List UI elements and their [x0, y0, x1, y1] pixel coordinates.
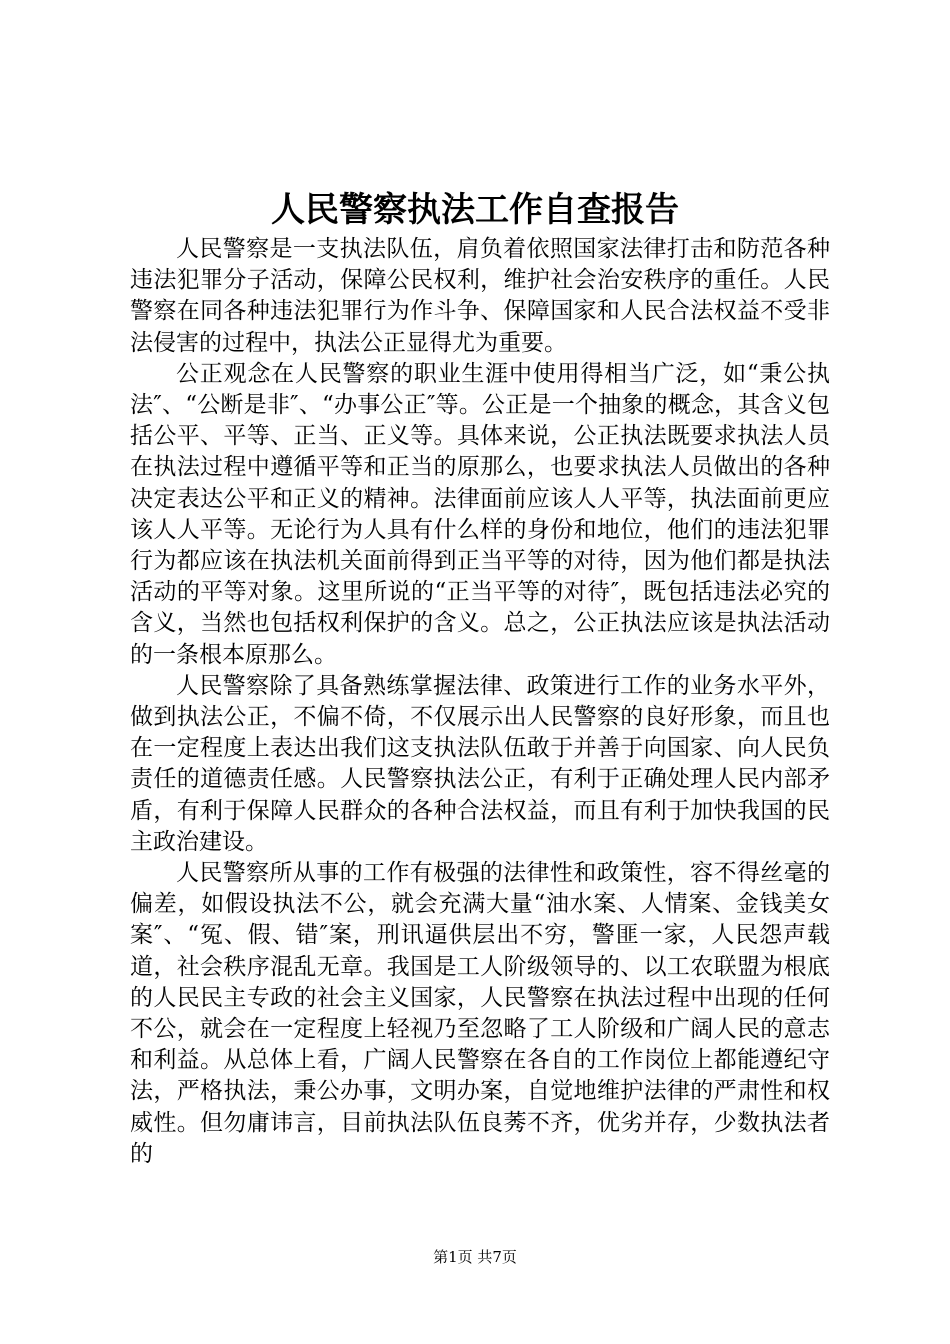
document-title: 人民警察执法工作自查报告: [271, 190, 679, 230]
page-footer: 第1页 共7页: [433, 1248, 517, 1266]
paragraph: 人民警察所从事的工作有极强的法律性和政策性，容不得丝毫的偏差，如假设执法不公，就会充满大量“油水案、人情案、金钱美女案″、“冤、假、错″案，刑讯逼供层出不穷，警匪一家，人民怨声载道，社会秩序混乱无章。我国是工人阶级领导的、以工农联盟为根底的人民民主专政的社会主义国家，人民警察在执法过程中出现的任何不公，就会在一定程度上轻视乃至忽略了工人阶级和广阔人民的意志和利益。从总体上看，广阔人民警察在各自的工作岗位上都能遵纪守法，严格执法，秉公办事，文明办案，自觉地维护法律的严肃性和权威性。但勿庸讳言，目前执法队伍良莠不齐，优劣并存，少数执法者的: [130, 860, 830, 1167]
paragraph: 人民警察除了具备熟练掌握法律、政策进行工作的业务水平外，做到执法公正，不偏不倚，不仅展示出人民警察的良好形象，而且也在一定程度上表达出我们这支执法队伍敢于并善于向国家、向人民负责任的道德责任感。人民警察执法公正，有利于正确处理人民内部矛盾，有利于保障人民群众的各种合法权益，而且有利于加快我国的民主政治建设。: [130, 672, 830, 855]
paragraph: 人民警察是一支执法队伍，肩负着依照国家法律打击和防范各种违法犯罪分子活动，保障公民权利，维护社会治安秩序的重任。人民警察在同各种违法犯罪行为作斗争、保障国家和人民合法权益不受非法侵害的过程中，执法公正显得尤为重要。: [130, 236, 830, 356]
document-body: [130, 234, 830, 1170]
paragraph: 公正观念在人民警察的职业生涯中使用得相当广泛，如“秉公执法″、“公断是非″、“办事公正″等。公正是一个抽象的概念，其含义包括公平、平等、正当、正义等。具体来说，公正执法既要求执法人员在执法过程中遵循平等和正当的原那么，也要求执法人员做出的各种决定表达公平和正义的精神。法律面前应该人人平等，执法面前更应该人人平等。无论行为人具有什么样的身份和地位，他们的违法犯罪行为都应该在执法机关面前得到正当平等的对待，因为他们都是执法活动的平等对象。这里所说的“正当平等的对待″，既包括违法必究的含义，当然也包括权利保护的含义。总之，公正执法应该是执法活动的一条根本原那么。: [130, 360, 830, 668]
